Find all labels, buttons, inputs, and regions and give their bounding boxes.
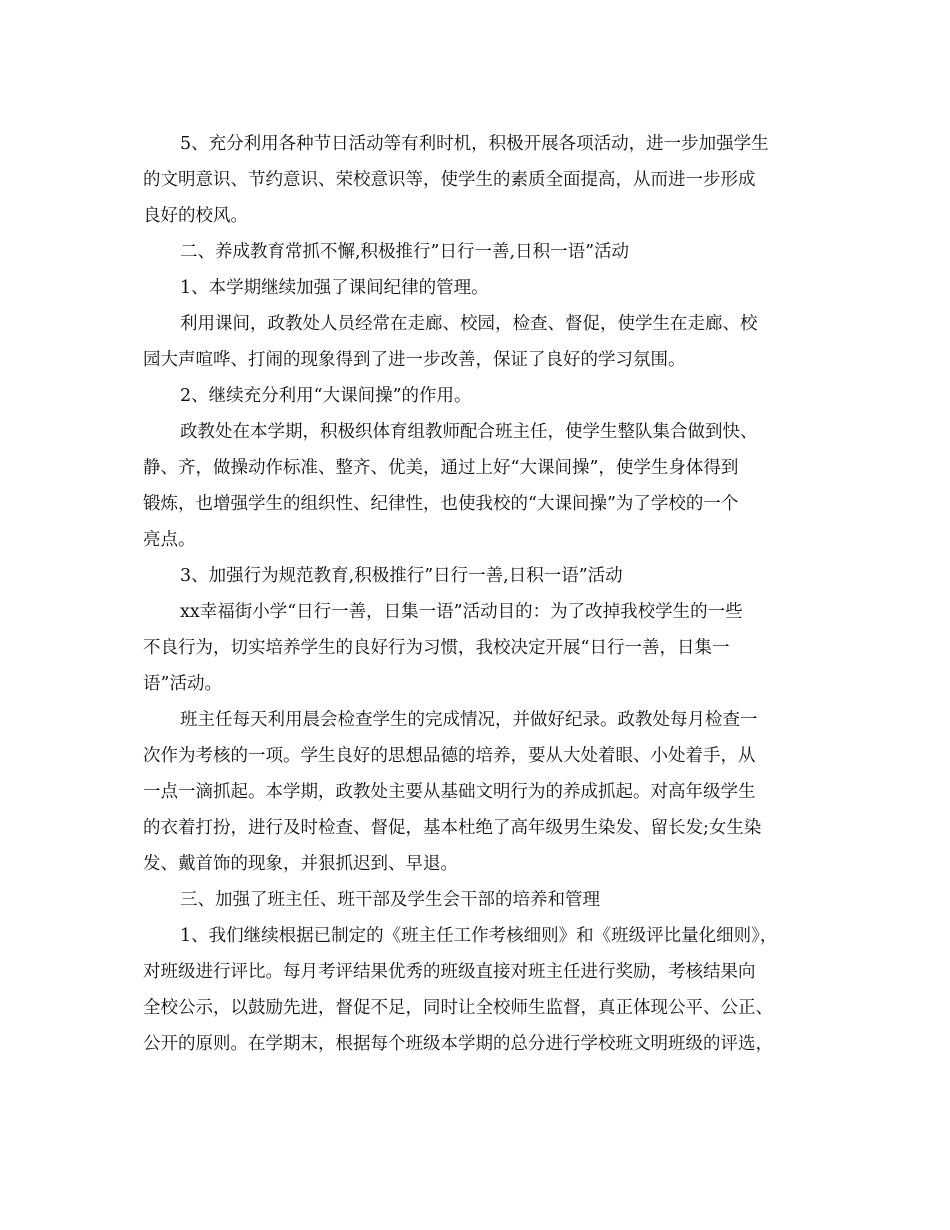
paragraph-line: 的文明意识、节约意识、荣校意识等，使学生的素质全面提高，从而进一步形成 [143, 170, 756, 190]
paragraph-line: 班主任每天利用晨会检查学生的完成情况，并做好纪录。政教处每月检查一 [180, 710, 758, 730]
paragraph-line: 利用课间，政教处人员经常在走廊、校园，检查、督促，使学生在走廊、校 [180, 314, 758, 334]
paragraph-line: 静、齐，做操动作标准、整齐、优美，通过上好“大课间操”，使学生身体得到 [143, 458, 739, 478]
section-heading: 三、加强了班主任、班干部及学生会干部的培养和管理 [180, 890, 600, 910]
paragraph-line: 语”活动。 [143, 674, 222, 694]
paragraph-line: 次作为考核的一项。学生良好的思想品德的培养，要从大处着眼、小处着手，从 [143, 746, 756, 766]
paragraph-line: 5、充分利用各种节日活动等有利时机，积极开展各项活动，进一步加强学生 [180, 134, 769, 154]
subsection-heading: 2、继续充分利用“大课间操”的作用。 [180, 386, 472, 406]
paragraph-line: 锻炼，也增强学生的组织性、纪律性，也使我校的“大课间操”为了学校的一个 [143, 494, 739, 514]
paragraph-line: 发、戴首饰的现象，并狠抓迟到、早退。 [143, 854, 458, 874]
paragraph-line: 全校公示，以鼓励先进，督促不足，同时让全校师生监督，真正体现公平、公正、 [143, 998, 773, 1018]
paragraph-line: 不良行为，切实培养学生的良好行为习惯，我校决定开展“日行一善，日集一 [143, 638, 730, 658]
paragraph-line: 一点一滴抓起。本学期，政教处主要从基础文明行为的养成抓起。对高年级学生 [143, 782, 756, 802]
paragraph-line: 政教处在本学期，积极织体育组教师配合班主任，使学生整队集合做到快、 [180, 422, 758, 442]
paragraph-line: 良好的校风。 [143, 206, 248, 226]
section-heading: 二、养成教育常抓不懈,积极推行”日行一善,日积一语”活动 [180, 242, 630, 262]
paragraph-line: 对班级进行评比。每月考评结果优秀的班级直接对班主任进行奖励，考核结果向 [143, 962, 756, 982]
subsection-heading: 1、本学期继续加强了课间纪律的管理。 [180, 278, 489, 298]
paragraph-line: 1、我们继续根据已制定的《班主任工作考核细则》和《班级评比量化细则》， [180, 926, 778, 946]
subsection-heading: 3、加强行为规范教育,积极推行”日行一善,日积一语”活动 [180, 566, 623, 586]
paragraph-line: 亮点。 [143, 530, 196, 550]
paragraph-line: 公开的原则。在学期末，根据每个班级本学期的总分进行学校班文明班级的评选， [143, 1034, 773, 1054]
paragraph-line: 的衣着打扮，进行及时检查、督促，基本杜绝了高年级男生染发、留长发;女生染 [143, 818, 762, 838]
paragraph-line: xx幸福街小学“日行一善，日集一语”活动目的：为了改掉我校学生的一些 [180, 602, 743, 622]
paragraph-line: 园大声喧哗、打闹的现象得到了进一步改善，保证了良好的学习氛围。 [143, 350, 686, 370]
